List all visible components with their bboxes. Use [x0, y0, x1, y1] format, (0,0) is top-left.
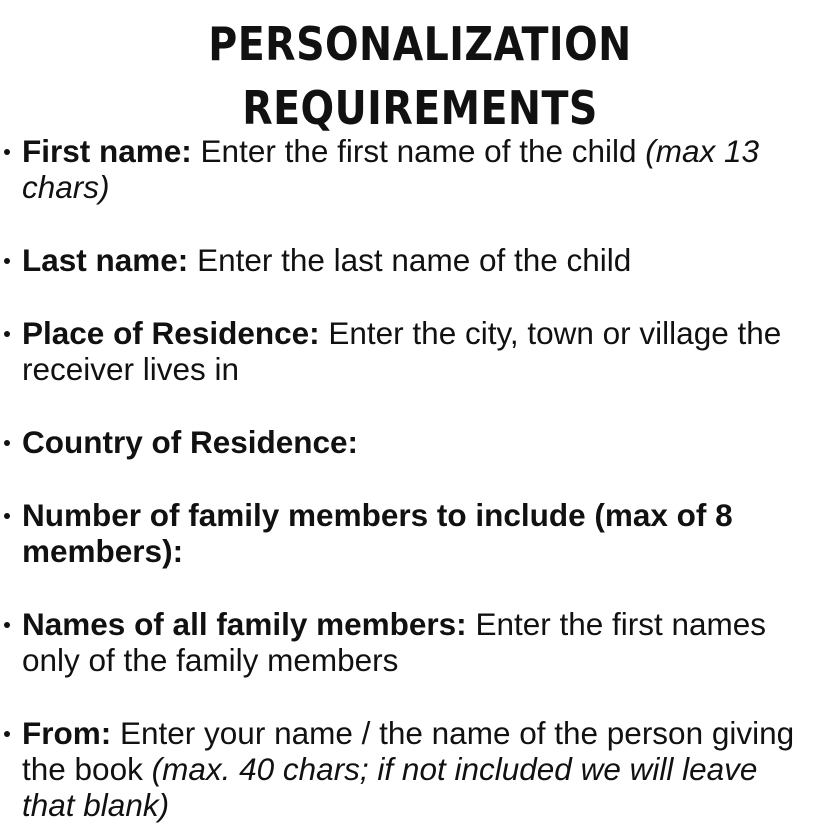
family-names-description-continued: only of the family members	[22, 642, 399, 678]
bullet-icon	[4, 513, 10, 519]
family-count-label: Number of family members to include (max of 8	[22, 497, 733, 533]
from-line-2	[22, 751, 840, 787]
bullet-icon	[4, 258, 10, 264]
list-item-family-names	[22, 606, 840, 678]
last-name-description: Enter the last name of the child	[188, 242, 632, 278]
list-item-first-name	[22, 133, 840, 205]
first-name-label: First name:	[22, 133, 192, 169]
family-names-line-1	[22, 606, 840, 642]
from-label: From:	[22, 715, 112, 751]
first-name-note: (max 13	[645, 133, 760, 169]
country-line-1	[22, 424, 840, 460]
bullet-icon	[4, 731, 10, 737]
from-note-continued: that blank)	[22, 787, 170, 823]
from-note: (max. 40 chars; if not included we will leave	[151, 751, 758, 787]
list-item-country-of-residence	[22, 424, 840, 460]
family-names-description: Enter the first names	[466, 606, 767, 642]
place-label: Place of Residence:	[22, 315, 320, 351]
first-name-note-continued: chars)	[22, 169, 110, 205]
place-description: Enter the city, town or village the	[319, 315, 782, 351]
from-description: Enter your name / the name of the person giving	[111, 715, 795, 751]
list-item-last-name	[22, 242, 840, 278]
bullet-icon	[4, 149, 10, 155]
bullet-icon	[4, 622, 10, 628]
first-name-description: Enter the first name of the child	[191, 133, 646, 169]
list-item-from	[22, 715, 840, 823]
family-names-label: Names of all family members:	[22, 606, 467, 642]
last-name-line-1	[22, 242, 840, 278]
place-line-1	[22, 315, 840, 351]
from-line-1	[22, 715, 840, 751]
list-item-place-of-residence	[22, 315, 840, 387]
country-label: Country of Residence:	[22, 424, 359, 460]
family-count-label-continued: members):	[22, 533, 184, 569]
bullet-icon	[4, 440, 10, 446]
page-title: PERSONALIZATION REQUIREMENTS	[208, 17, 632, 135]
last-name-label: Last name:	[22, 242, 189, 278]
first-name-line-1	[22, 133, 840, 169]
list-item-family-count	[22, 497, 840, 569]
bullet-icon	[4, 331, 10, 337]
place-description-continued: receiver lives in	[22, 351, 240, 387]
from-description-continued: the book	[22, 751, 152, 787]
